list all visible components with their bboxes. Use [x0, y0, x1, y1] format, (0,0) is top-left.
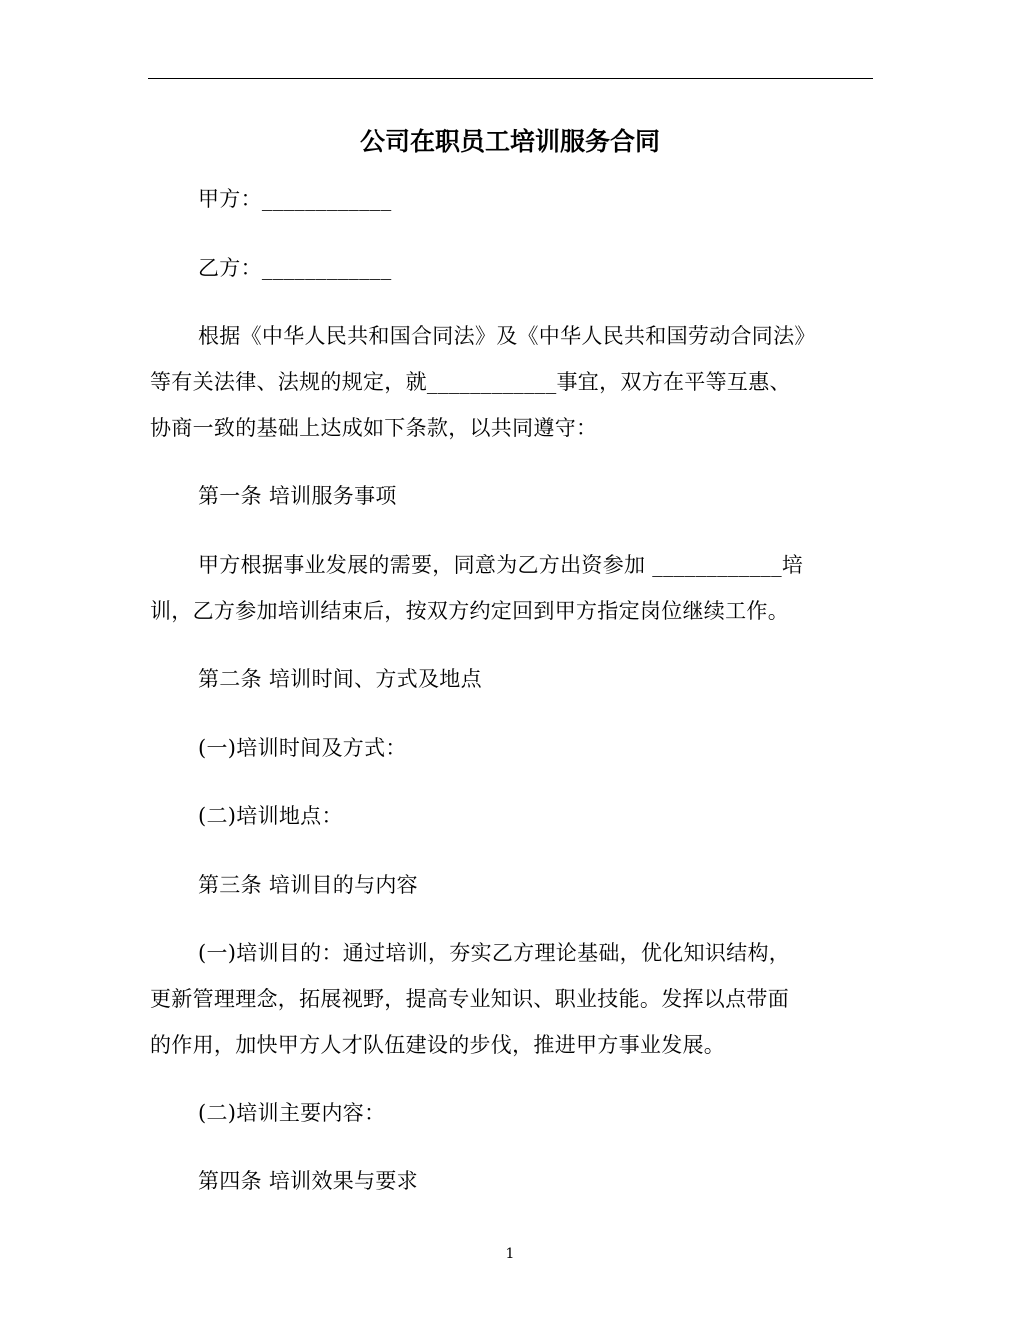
preamble-line-2: 等有关法律、法规的规定，就____________事宜，双方在平等互惠、 — [150, 370, 791, 394]
document-title: 公司在职员工培训服务合同 — [359, 127, 660, 156]
article-2-item-1: (一)培训时间及方式： — [198, 736, 407, 760]
page-number: 1 — [505, 1246, 515, 1262]
article-3-item-2: (二)培训主要内容： — [198, 1101, 386, 1125]
preamble-line-3: 协商一致的基础上达成如下条款，以共同遵守： — [150, 416, 598, 440]
preamble-line-1: 根据《中华人民共和国合同法》及《中华人民共和国劳动合同法》 — [198, 324, 816, 348]
article-1-heading: 第一条 培训服务事项 — [198, 484, 397, 508]
article-3-purpose-line-3: 的作用，加快甲方人才队伍建设的步伐，推进甲方事业发展。 — [150, 1033, 726, 1057]
party-b-line: 乙方：____________ — [198, 256, 392, 280]
article-3-purpose-line-2: 更新管理理念，拓展视野，提高专业知识、职业技能。发挥以点带面 — [150, 987, 789, 1011]
article-1-line-2: 训，乙方参加培训结束后，按双方约定回到甲方指定岗位继续工作。 — [150, 599, 789, 623]
article-2-heading: 第二条 培训时间、方式及地点 — [198, 667, 482, 691]
article-4-heading: 第四条 培训效果与要求 — [198, 1169, 418, 1193]
article-3-purpose-line-1: (一)培训目的：通过培训，夯实乙方理论基础，优化知识结构， — [198, 941, 791, 965]
article-3-heading: 第三条 培训目的与内容 — [198, 873, 418, 897]
party-a-line: 甲方：____________ — [198, 187, 392, 211]
article-1-line-1: 甲方根据事业发展的需要，同意为乙方出资参加 ____________培 — [198, 553, 804, 577]
article-2-item-2: (二)培训地点： — [198, 804, 343, 828]
header-rule — [148, 78, 873, 79]
